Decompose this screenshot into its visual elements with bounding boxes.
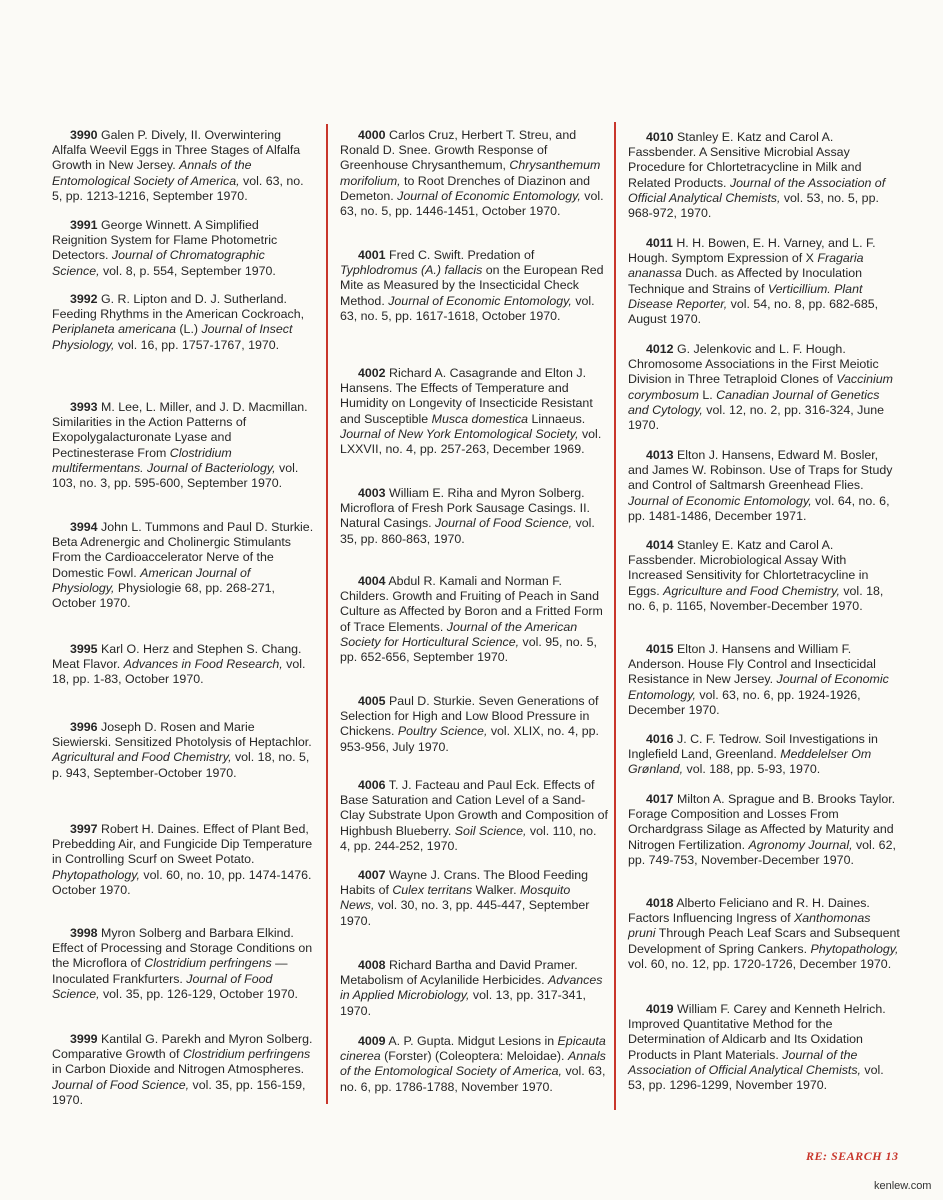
citation-entry bbox=[52, 292, 314, 353]
citation-number: 4013 bbox=[646, 448, 674, 462]
citation-entry bbox=[52, 720, 314, 781]
citation-number: 4007 bbox=[358, 868, 386, 882]
citation-number: 3993 bbox=[70, 400, 98, 414]
citation-entry bbox=[52, 642, 314, 688]
citation-italic-text: Journal of Food Science, bbox=[435, 516, 573, 531]
citation-entry bbox=[52, 128, 314, 204]
citation-text: vol. 53, pp. 1296-1299, November 1970. bbox=[628, 1062, 884, 1093]
citation-italic-text: Chrysanthemum morifolium, bbox=[340, 158, 601, 188]
citation-text: Richard A. Casagrande and Elton J. Hansens. The Effects of Temperature and Humidity on Longevity of Insecticide Resistant and Susceptible bbox=[340, 366, 593, 426]
citation-entry bbox=[340, 248, 608, 324]
citation-text: vol. 53, no. 5, pp. 968-972, 1970. bbox=[628, 190, 879, 221]
citation-text: vol. 30, no. 3, pp. 445-447, September 1970. bbox=[340, 898, 590, 928]
citation-text: vol. 16, pp. 1757-1767, 1970. bbox=[114, 337, 280, 352]
citation-text: A. P. Gupta. Midgut Lesions in bbox=[385, 1034, 558, 1048]
citation-entry bbox=[628, 732, 900, 778]
citation-text: Galen P. Dively, II. Overwintering Alfalfa Weevil Eggs in Three Stages of Alfalfa Growth in New Jersey. bbox=[52, 128, 301, 173]
citation-text: vol. 18, pp. 1-83, October 1970. bbox=[52, 657, 306, 687]
citation-entry bbox=[628, 130, 900, 221]
citation-text: Stanley E. Katz and Carol A. Fassbender. A Sensitive Microbial Assay Procedure for Chlortetracycline in Milk and Related Products. bbox=[628, 130, 862, 190]
citation-text: Paul D. Sturkie. Seven Generations of Selection for High and Low Blood Pressure in Chickens. bbox=[340, 694, 599, 739]
citation-entry bbox=[628, 448, 900, 524]
citation-text: vol. 18, no. 5, p. 943, September-October 1970. bbox=[52, 750, 310, 780]
citation-text: vol. 18, no. 6, p. 1165, November-December 1970. bbox=[628, 583, 884, 613]
citation-text: (L.) bbox=[175, 322, 202, 337]
citation-italic-text: Journal of the American Society for Horticultural Science, bbox=[340, 619, 578, 649]
citation-text: vol. 63, no. 6, pp. 1786-1788, November 1970. bbox=[340, 1064, 606, 1094]
citation-number: 4016 bbox=[646, 732, 674, 746]
citation-text: Carlos Cruz, Herbert T. Streu, and Ronald D. Snee. Growth Response of Greenhouse Chrysanthemum, bbox=[340, 128, 577, 173]
citation-number: 3991 bbox=[70, 218, 98, 232]
citation-entry bbox=[340, 958, 608, 1019]
citation-number: 3998 bbox=[70, 926, 98, 940]
citation-text: vol. 8, p. 554, September 1970. bbox=[99, 263, 276, 278]
citation-number: 4018 bbox=[646, 896, 674, 910]
citation-italic-text: Poultry Science, bbox=[397, 724, 488, 739]
citation-text: William E. Riha and Myron Solberg. Microflora of Fresh Pork Sausage Casings. II. Natural Casings. bbox=[340, 486, 590, 531]
citation-text: G. R. Lipton and D. J. Sutherland. Feeding Rhythms in the American Cockroach, bbox=[52, 292, 305, 322]
citation-text: Myron Solberg and Barbara Elkind. Effect of Processing and Storage Conditions on the Microflora of bbox=[52, 926, 313, 971]
citation-entry bbox=[628, 342, 900, 433]
citation-italic-text: Journal of Chromatographic Science, bbox=[52, 248, 265, 278]
citation-entry bbox=[628, 1002, 900, 1093]
citation-entry bbox=[52, 822, 314, 898]
citation-entry bbox=[340, 694, 608, 755]
page-footer: RE: SEARCH 13 bbox=[806, 1149, 899, 1163]
citation-text: vol. 35, pp. 126-129, October 1970. bbox=[99, 986, 298, 1001]
citation-number: 3992 bbox=[70, 292, 98, 306]
citation-text: vol. 35, pp. 860-863, 1970. bbox=[340, 516, 595, 546]
citation-italic-text: Agriculture and Food Chemistry, bbox=[663, 583, 840, 598]
citation-italic-text: Agronomy Journal, bbox=[748, 837, 853, 852]
citation-text: H. H. Bowen, E. H. Varney, and L. F. Hough. Symptom Expression of X bbox=[628, 236, 876, 266]
citation-text: vol. XLIX, no. 4, pp. 953-956, July 1970. bbox=[340, 724, 599, 754]
citation-italic-text: Agricultural and Food Chemistry, bbox=[52, 750, 232, 765]
citation-text: M. Lee, L. Miller, and J. D. Macmillan. Similarities in the Action Patterns of Exopolygalacturonate Lyase and Pectinesterase From bbox=[52, 400, 308, 460]
citation-italic-text: Soil Science, bbox=[454, 823, 527, 838]
citation-text: Through Peach Leaf Scars and Subsequent Development of Spring Cankers. bbox=[628, 926, 900, 956]
citation-entry bbox=[340, 778, 608, 854]
column-divider bbox=[326, 124, 328, 1104]
citation-italic-text: Periplaneta americana bbox=[52, 322, 176, 337]
citation-italic-text: Journal of the Association of Official Analytical Chemists, bbox=[628, 175, 886, 205]
citation-number: 4001 bbox=[358, 248, 386, 262]
citation-entry bbox=[340, 486, 608, 547]
citation-italic-text: Clostridium perfringens bbox=[144, 956, 272, 971]
citation-italic-text: Journal of Economic Entomology, bbox=[388, 293, 572, 308]
citation-entry bbox=[52, 400, 314, 491]
citation-text: vol. LXXVII, no. 4, pp. 257-263, December 1969. bbox=[340, 426, 602, 457]
citation-text: Richard Bartha and David Pramer. Metabolism of Acylanilide Herbicides. bbox=[340, 958, 578, 988]
citation-number: 3990 bbox=[70, 128, 98, 142]
citation-number: 3999 bbox=[70, 1032, 98, 1046]
citation-text: Wayne J. Crans. The Blood Feeding Habits of bbox=[340, 868, 589, 898]
citation-number: 4002 bbox=[358, 366, 386, 380]
citation-italic-text: Xanthomonas pruni bbox=[628, 911, 871, 941]
citation-entry bbox=[628, 792, 900, 868]
citation-text: vol. 103, no. 3, pp. 595-600, September 1970. bbox=[52, 460, 299, 491]
citation-text: vol. 63, no. 5, pp. 1617-1618, October 1970. bbox=[340, 293, 595, 323]
citation-text: Abdul R. Kamali and Norman F. Childers. Growth and Fruiting of Peach in Sand Culture as Affected by Boron and a Fritted Form of Trace Elements. bbox=[340, 574, 603, 634]
citation-text: Karl O. Herz and Stephen S. Chang. Meat Flavor. bbox=[52, 642, 302, 672]
citation-text: vol. 35, pp. 156-159, 1970. bbox=[52, 1077, 306, 1107]
citation-text: Robert H. Daines. Effect of Plant Bed, Prebedding Air, and Fungicide Dip Temperature in Controlling Scurf on Sweet Potato. bbox=[52, 822, 313, 867]
citation-number: 4005 bbox=[358, 694, 386, 708]
citation-entry bbox=[340, 868, 608, 929]
citation-number: 3997 bbox=[70, 822, 98, 836]
citation-text: Stanley E. Katz and Carol A. Fassbender. Microbiological Assay With Increased Sensitivity for Chlortetracycline in Eggs. bbox=[628, 538, 869, 598]
citation-italic-text: Advances in Applied Microbiology, bbox=[340, 973, 603, 1003]
citation-number: 4019 bbox=[646, 1002, 674, 1016]
citation-number: 4012 bbox=[646, 342, 674, 356]
citation-number: 4011 bbox=[646, 236, 673, 250]
citation-italic-text: Verticillium. Plant Disease Reporter, bbox=[628, 281, 863, 311]
citation-text: Fred C. Swift. Predation of bbox=[385, 248, 535, 262]
citation-italic-text: Typhlodromus (A.) fallacis bbox=[340, 263, 483, 278]
citation-italic-text: Culex territans bbox=[392, 883, 473, 898]
citation-number: 3994 bbox=[70, 520, 98, 534]
citation-italic-text: Journal of Food Science, bbox=[52, 1077, 190, 1092]
citation-entry bbox=[340, 574, 608, 665]
citation-italic-text: Advances in Food Research, bbox=[123, 657, 283, 672]
citation-entry bbox=[340, 128, 608, 219]
citation-number: 4010 bbox=[646, 130, 674, 144]
citation-italic-text: Journal of Economic Entomology, bbox=[628, 672, 889, 702]
site-credit: kenlew.com bbox=[874, 1180, 932, 1192]
citation-text: Physiologie 68, pp. 268-271, October 1970. bbox=[52, 580, 275, 611]
citation-number: 4006 bbox=[358, 778, 386, 792]
citation-italic-text: Journal of Economic Entomology, bbox=[397, 188, 581, 203]
citation-text: G. Jelenkovic and L. F. Hough. Chromosome Associations in the First Meiotic Division in Three Tetraploid Clones of bbox=[628, 342, 879, 387]
citation-italic-text: Phytopathology, bbox=[52, 867, 140, 882]
citation-text: in Carbon Dioxide and Nitrogen Atmospheres. bbox=[52, 1062, 305, 1077]
citation-italic-text: Musca domestica bbox=[431, 411, 529, 426]
citation-text: on the European Red Mite as Measured by the Insecticidal Check Method. bbox=[340, 263, 604, 308]
citation-text: Linnaeus. bbox=[528, 411, 586, 426]
citation-text: Joseph D. Rosen and Marie Siewierski. Sensitized Photolysis of Heptachlor. bbox=[52, 720, 312, 750]
citation-text: William F. Carey and Kenneth Helrich. Improved Quantitative Method for the Determination of Aldicarb and Its Oxidation Products in Plant Materials. bbox=[628, 1002, 886, 1062]
citation-italic-text: Fragaria ananassa bbox=[628, 251, 864, 281]
citation-text: vol. 60, no. 10, pp. 1474-1476. October 1970. bbox=[52, 867, 312, 897]
column-divider bbox=[614, 122, 616, 1110]
citation-italic-text: American Journal of Physiology, bbox=[52, 565, 251, 595]
citation-number: 3996 bbox=[70, 720, 98, 734]
citation-text: vol. 54, no. 8, pp. 682-685, August 1970. bbox=[628, 296, 879, 327]
citation-text: Elton J. Hansens, Edward M. Bosler, and James W. Robinson. Use of Traps for Study and Control of Saltmarsh Greenhead Flies. bbox=[628, 448, 893, 493]
citation-entry bbox=[628, 538, 900, 614]
citation-italic-text: Journal of the Association of Official Analytical Chemists, bbox=[628, 1047, 861, 1077]
citation-entry bbox=[628, 236, 900, 327]
citation-number: 4009 bbox=[358, 1034, 386, 1048]
citation-italic-text: Mosquito News, bbox=[340, 883, 571, 913]
citation-text: vol. 13, pp. 317-341, 1970. bbox=[340, 988, 586, 1018]
citation-text: — Inoculated Frankfurters. bbox=[52, 956, 288, 986]
citation-entry bbox=[628, 642, 900, 718]
citation-italic-text: Canadian Journal of Genetics and Cytology, bbox=[628, 387, 880, 417]
citation-text: John L. Tummons and Paul D. Sturkie. Beta Adrenergic and Cholinergic Stimulants From the Cardioaccelerator Nerve of the Domestic Fowl. bbox=[52, 520, 314, 580]
citation-text: vol. 95, no. 5, pp. 652-656, September 1970. bbox=[340, 634, 597, 665]
citation-text: vol. 63, no. 5, pp. 1213-1216, September 1970. bbox=[52, 173, 304, 203]
citation-italic-text: Annals of the Entomological Society of America, bbox=[52, 158, 252, 188]
citation-text: J. C. F. Tedrow. Soil Investigations in Inglefield Land, Greenland. bbox=[628, 732, 878, 762]
citation-text: vol. 12, no. 2, pp. 316-324, June 1970. bbox=[628, 402, 885, 433]
citation-entry bbox=[52, 1032, 314, 1108]
citation-text: (Forster) (Coleoptera: Meloidae). bbox=[380, 1049, 568, 1064]
citation-text: vol. 60, no. 12, pp. 1720-1726, December 1970. bbox=[628, 956, 892, 971]
citation-italic-text: Vaccinium corymbosum bbox=[628, 372, 893, 402]
citation-number: 4017 bbox=[646, 792, 674, 806]
citation-text: vol. 110, no. 4, pp. 244-252, 1970. bbox=[340, 823, 597, 853]
citation-number: 4004 bbox=[358, 574, 386, 588]
citation-text: Kantilal G. Parekh and Myron Solberg. Comparative Growth of bbox=[52, 1032, 313, 1062]
citation-italic-text: Phytopathology, bbox=[810, 941, 899, 956]
citation-entry bbox=[628, 896, 900, 972]
citation-italic-text: Clostridium perfringens bbox=[182, 1047, 311, 1062]
citation-text: vol. 64, no. 6, pp. 1481-1486, December 1971. bbox=[628, 493, 890, 523]
citation-number: 4015 bbox=[646, 642, 674, 656]
citation-number: 4014 bbox=[646, 538, 674, 552]
citation-text: to Root Drenches of Diazinon and Demeton. bbox=[340, 173, 591, 203]
citation-italic-text: Journal of Economic Entomology, bbox=[628, 493, 812, 508]
citation-italic-text: Journal of Food Science, bbox=[52, 971, 273, 1001]
citation-text: vol. 63, no. 5, pp. 1446-1451, October 1970. bbox=[340, 188, 604, 219]
citation-entry bbox=[52, 520, 314, 611]
citation-entry bbox=[340, 1034, 608, 1095]
citation-entry bbox=[340, 366, 608, 457]
citation-text: vol. 188, pp. 5-93, 1970. bbox=[683, 762, 821, 777]
citation-number: 4000 bbox=[358, 128, 386, 142]
citation-italic-text: Clostridium multifermentans. Journal of Bacteriology, bbox=[52, 445, 276, 475]
citation-italic-text: Journal of Insect Physiology, bbox=[52, 322, 293, 352]
citation-number: 4008 bbox=[358, 958, 386, 972]
citation-italic-text: Epicauta cinerea bbox=[340, 1034, 606, 1064]
citation-text: T. J. Facteau and Paul Eck. Effects of Base Saturation and Cation Level of a Sand-Clay Substrate Upon Growth and Composition of Highbush Blueberry. bbox=[340, 778, 608, 838]
citation-text: Elton J. Hansens and William F. Anderson. House Fly Control and Insecticidal Resistance in New Jersey. bbox=[628, 642, 876, 687]
citation-italic-text: Meddelelser Om Grønland, bbox=[628, 747, 872, 777]
citation-italic-text: Journal of New York Entomological Society, bbox=[340, 426, 579, 441]
citation-text: vol. 63, no. 6, pp. 1924-1926, December 1970. bbox=[628, 687, 861, 717]
citation-entry bbox=[52, 218, 314, 279]
citation-number: 3995 bbox=[70, 642, 98, 656]
citation-text: Milton A. Sprague and B. Brooks Taylor. Forage Composition and Losses From Orchardgrass Silage as Affected by Maturity and Nitrogen Fertilization. bbox=[628, 792, 896, 852]
citation-text: L. bbox=[698, 387, 717, 402]
citation-text: Alberto Feliciano and R. H. Daines. Factors Influencing Ingress of bbox=[628, 896, 870, 926]
citation-text: vol. 62, pp. 749-753, November-December 1970. bbox=[628, 837, 896, 867]
citation-text: Walker. bbox=[472, 883, 520, 898]
citation-text: Duch. as Affected by Inoculation Technique and Strains of bbox=[628, 266, 862, 296]
citation-text: George Winnett. A Simplified Reignition System for Flame Photometric Detectors. bbox=[52, 218, 278, 263]
citation-number: 4003 bbox=[358, 486, 386, 500]
citation-italic-text: Annals of the Entomological Society of America, bbox=[340, 1049, 606, 1079]
citation-entry bbox=[52, 926, 314, 1002]
